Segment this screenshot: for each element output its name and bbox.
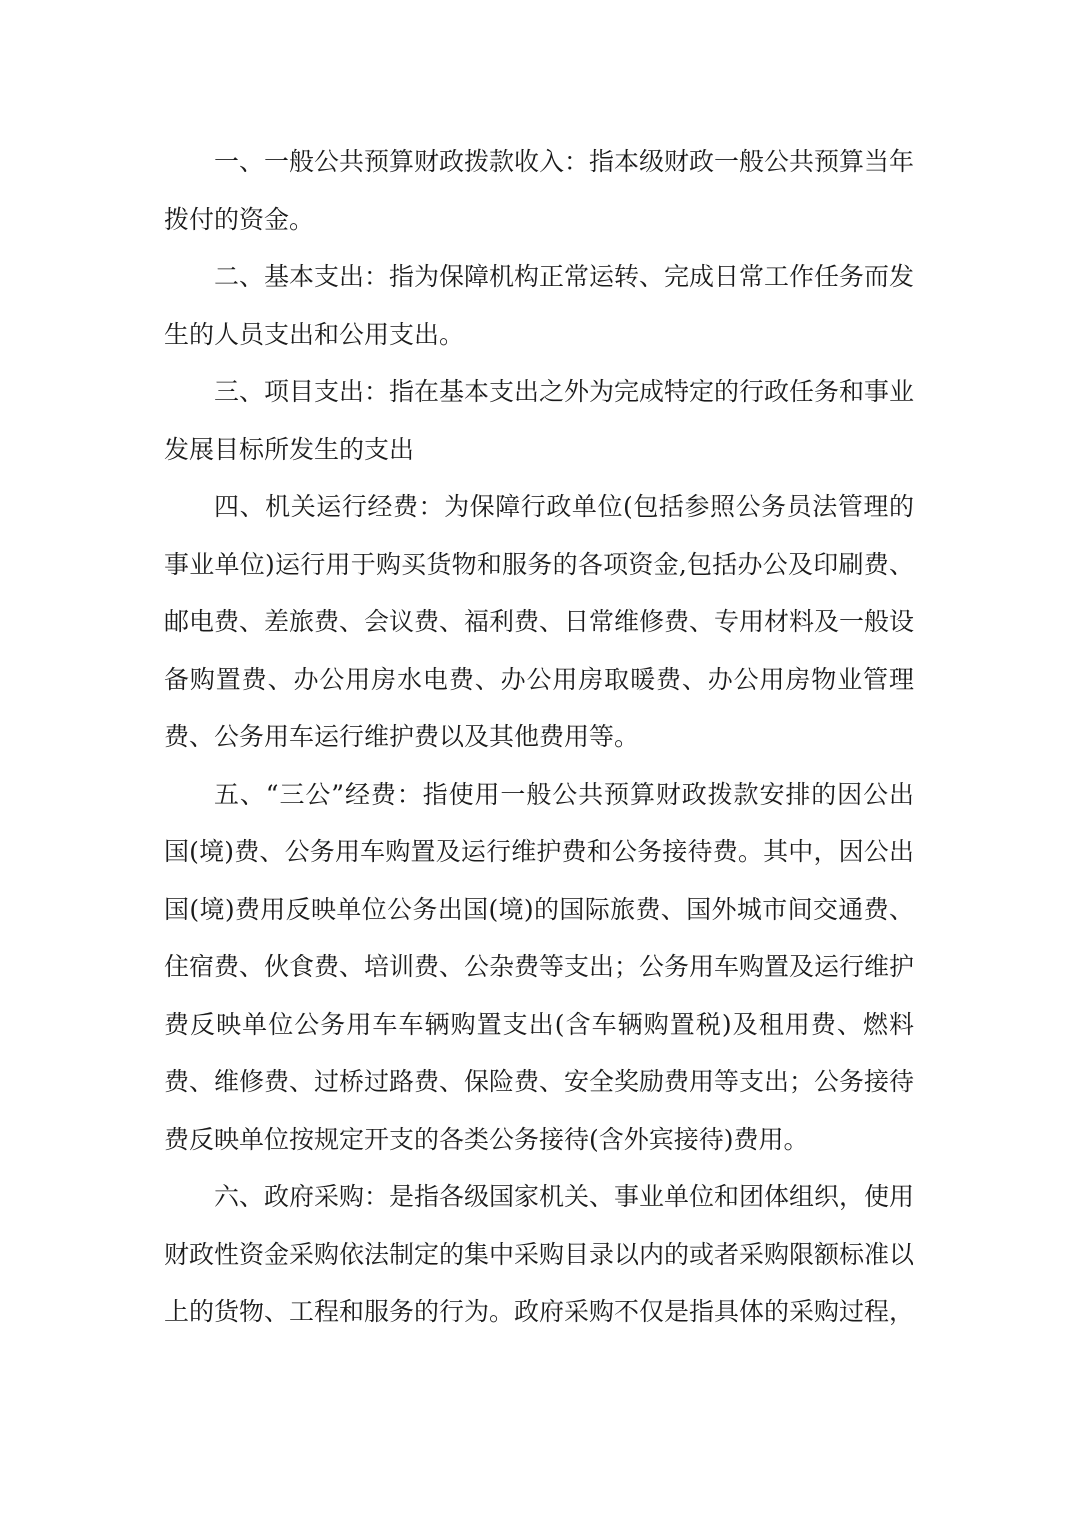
paragraph-basic-expenditure: 二、基本支出：指为保障机构正常运转、完成日常工作任务而发生的人员支出和公用支出。 <box>164 262 915 349</box>
paragraph-project-expenditure: 三、项目支出：指在基本支出之外为完成特定的行政任务和事业发展目标所发生的支出 <box>164 377 915 464</box>
paragraph-government-procurement: 六、政府采购：是指各级国家机关、事业单位和团体组织，使用财政性资金采购依法制定的集中采购目录以内的或者采购限额标准以上的货物、工程和服务的行为。政府采购不仅是指具体的采购过程， <box>164 1182 915 1326</box>
paragraph-agency-operating-funds: 四、机关运行经费：为保障行政单位(包括参照公务员法管理的事业单位)运行用于购买货物和服务的各项资金,包括办公及印刷费、邮电费、差旅费、会议费、福利费、日常维修费、专用材料及一般设备购置费、办公用房水电费、办公用房取暖费、办公用房物业管理费、公务用车运行维护费以及其他费用等。 <box>164 492 915 751</box>
document-body <box>164 133 914 1341</box>
paragraph-general-budget-income: 一、一般公共预算财政拨款收入：指本级财政一般公共预算当年拨付的资金。 <box>164 147 915 234</box>
paragraph-three-public-funds: 五、“三公”经费：指使用一般公共预算财政拨款安排的因公出国(境)费、公务用车购置及运行维护费和公务接待费。其中，因公出国(境)费用反映单位公务出国(境)的国际旅费、国外城市间交通费、住宿费、伙食费、培训费、公杂费等支出；公务用车购置及运行维护费反映单位公务用车车辆购置支出(含车辆购置税)及租用费、燃料费、维修费、过桥过路费、保险费、安全奖励费用等支出；公务接待费反映单位按规定开支的各类公务接待(含外宾接待)费用。 <box>164 779 915 1154</box>
